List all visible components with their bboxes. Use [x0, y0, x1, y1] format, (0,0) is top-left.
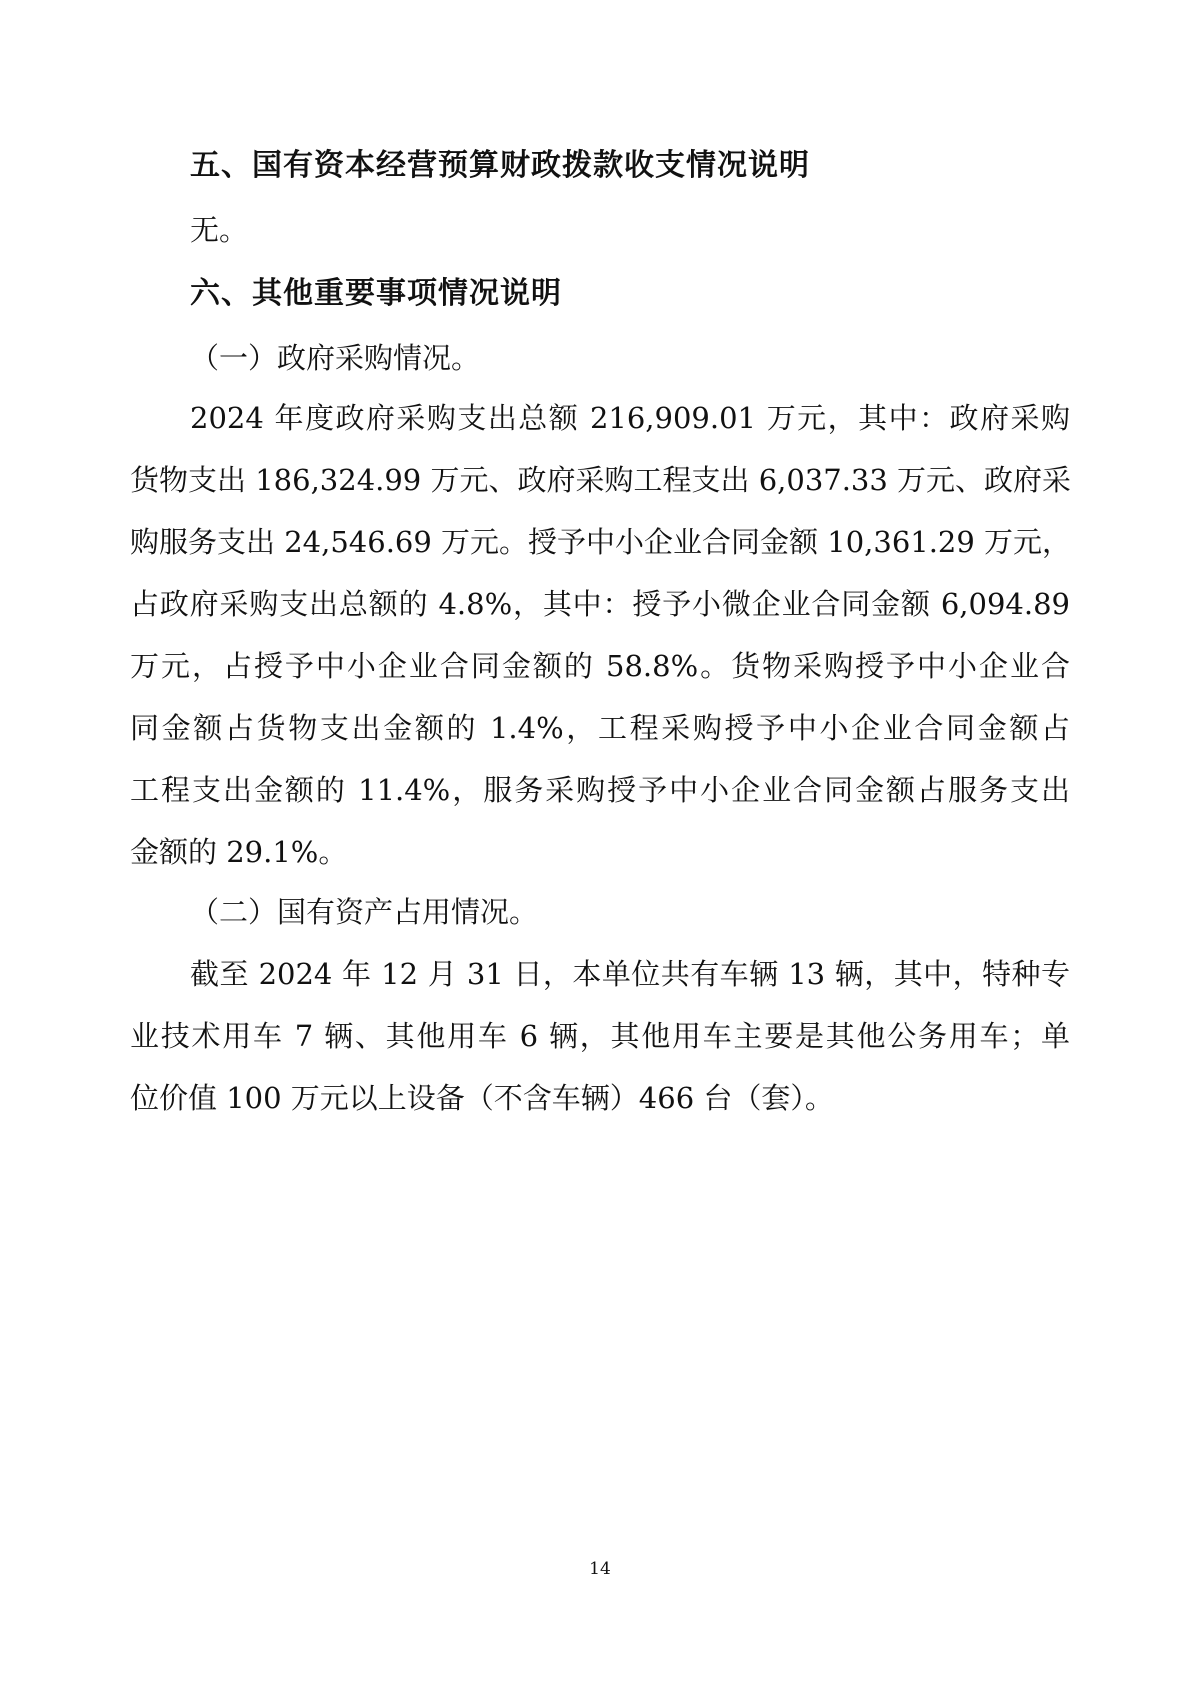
procurement-paragraph-line: 2024 年度政府采购支出总额 216,909.01 万元，其中：政府采购 [190, 401, 1070, 435]
page-number: 14 [589, 1559, 611, 1579]
section-5-body: 无。 [190, 213, 249, 247]
assets-paragraph-line: 业技术用车 7 辆、其他用车 6 辆，其他用车主要是其他公务用车；单 [130, 1019, 1070, 1053]
procurement-paragraph-line: 占政府采购支出总额的 4.8%，其中：授予小微企业合同金额 6,094.89 [130, 587, 1070, 621]
procurement-paragraph-line: 货物支出 186,324.99 万元、政府采购工程支出 6,037.33 万元、政府采 [130, 463, 1072, 497]
procurement-paragraph-line: 工程支出金额的 11.4%，服务采购授予中小企业合同金额占服务支出 [130, 773, 1070, 807]
procurement-paragraph-line: 金额的 29.1%。 [130, 835, 348, 869]
section-heading-6: 六、其他重要事项情况说明 [190, 276, 562, 311]
section-heading-5: 五、国有资本经营预算财政拨款收支情况说明 [190, 148, 810, 183]
assets-paragraph-line: 位价值 100 万元以上设备（不含车辆）466 台（套）。 [130, 1081, 834, 1115]
procurement-paragraph-line: 同金额占货物支出金额的 1.4%，工程采购授予中小企业合同金额占 [130, 711, 1070, 745]
subsection-heading-assets: （二）国有资产占用情况。 [190, 895, 539, 929]
procurement-paragraph-line: 购服务支出 24,546.69 万元。授予中小企业合同金额 10,361.29 万元， [130, 525, 1072, 559]
procurement-paragraph-line: 万元，占授予中小企业合同金额的 58.8%。货物采购授予中小企业合 [130, 649, 1070, 683]
subsection-heading-procurement: （一）政府采购情况。 [190, 341, 481, 375]
assets-paragraph-line: 截至 2024 年 12 月 31 日，本单位共有车辆 13 辆，其中，特种专 [190, 957, 1070, 991]
